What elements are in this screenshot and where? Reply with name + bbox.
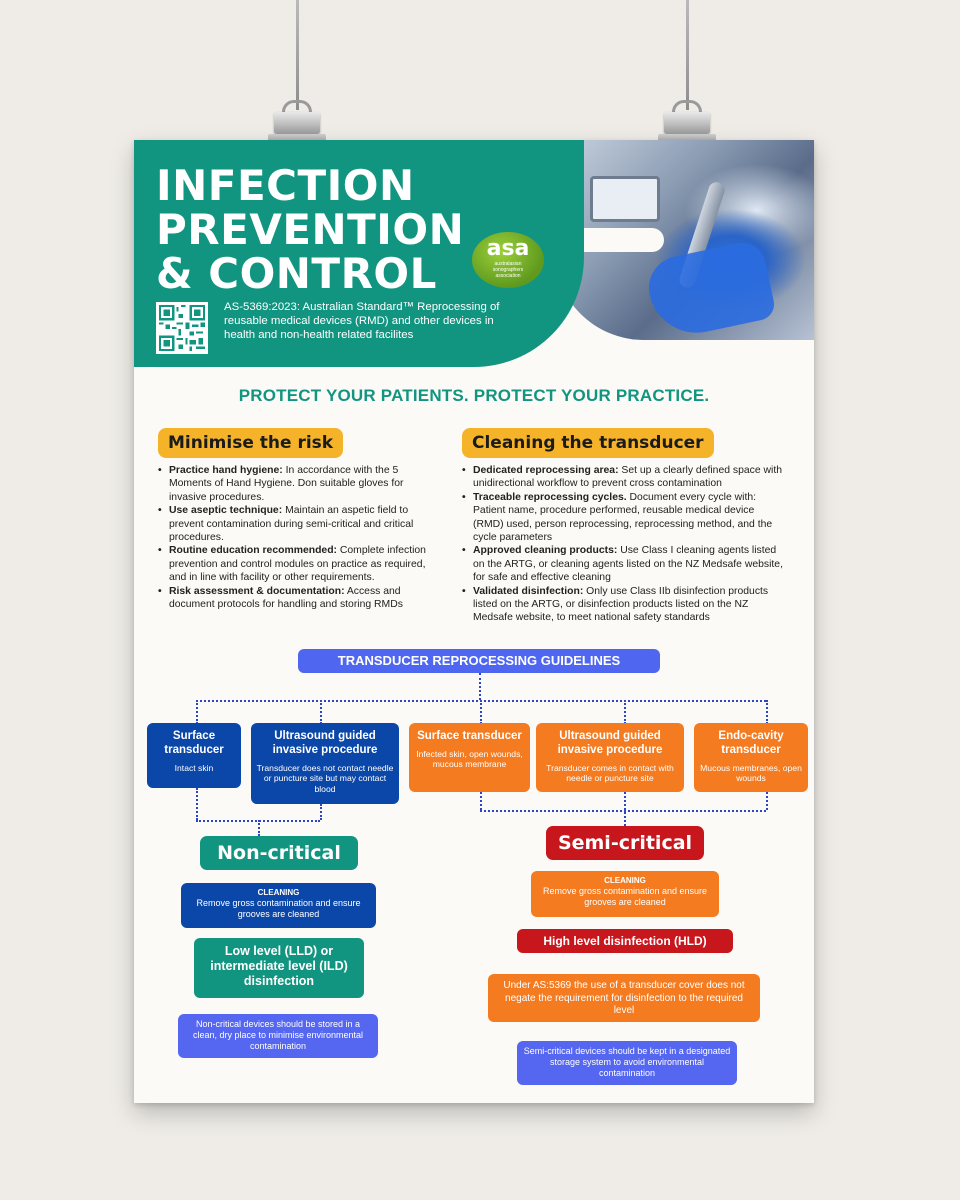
title-line: INFECTION (156, 161, 415, 210)
nc-guided-procedure-box: Ultrasound guided invasive procedure Transducer does not contact needle or puncture site but may contact blood (251, 723, 399, 804)
list-item: • Traceable reprocessing cycles. Document every cycle with: Patient name, procedure performed, reusable medical device (RMD) used, person reprocessing, reprocessing method, and the cycle parameters (462, 491, 784, 545)
connector (766, 700, 768, 724)
hanging-wire-left (296, 0, 299, 110)
cleaning-transducer-heading: Cleaning the transducer (462, 428, 714, 458)
sc-guided-procedure-box: Ultrasound guided invasive procedure Transducer comes in contact with needle or puncture site (536, 723, 684, 792)
poster-header (134, 140, 814, 367)
connector (624, 792, 626, 826)
poster (134, 140, 814, 1103)
tagline: PROTECT YOUR PATIENTS. PROTECT YOUR PRACTICE. (238, 386, 710, 405)
sc-surface-transducer-box: Surface transducer Infected skin, open wounds, mucous membrane (409, 723, 530, 792)
connector (479, 673, 481, 700)
nc-disinfection-box: Low level (LLD) or intermediate level (ILD) disinfection (194, 938, 364, 998)
title-line: PREVENTION (156, 205, 465, 254)
connector (258, 820, 260, 836)
hanging-wire-right (686, 0, 689, 110)
connector (766, 792, 768, 810)
list-item: • Routine education recommended: Complete infection prevention and control modules on practice as required, and in line with facility or other requirements. (158, 544, 436, 584)
connector (480, 792, 482, 810)
list-item: • Dedicated reprocessing area: Set up a clearly defined space with unidirectional workflow to prevent cross contamination (462, 464, 784, 491)
minimise-risk-heading: Minimise the risk (158, 428, 343, 458)
title-line: & CONTROL (156, 249, 437, 298)
nc-storage-box: Non-critical devices should be stored in a clean, dry place to minimise environmental contamination (178, 1014, 378, 1058)
list-item: • Use aseptic technique: Maintain an aspetic field to prevent contamination during semi-critical and critical procedures. (158, 504, 436, 544)
sc-endocavity-box: Endo-cavity transducer Mucous membranes, open wounds (694, 723, 808, 792)
connector (480, 810, 766, 812)
minimise-risk-list (158, 464, 436, 611)
flowchart-title: TRANSDUCER REPROCESSING GUIDELINES (298, 649, 660, 673)
standard-reference: AS-5369:2023: Australian Standard™ Reprocessing of reusable medical devices (RMD) and other devices in health and non-health related facilites (224, 301, 500, 341)
page-title (156, 161, 465, 298)
list-item: • Validated disinfection: Only use Class IIb disinfection products listed on the ARTG, or disinfection products listed on the NZ Medsafe website, to meet national safety standards (462, 585, 784, 625)
list-item: • Risk assessment & documentation: Access and document protocols for handling and storing RMDs (158, 585, 436, 612)
list-item: • Approved cleaning products: Use Class I cleaning agents listed on the ARTG, or cleaning agents listed on the NZ Medsafe website, for safe and effective cleaning (462, 544, 784, 584)
non-critical-label: Non-critical (200, 836, 358, 870)
qr-code-icon[interactable] (156, 302, 208, 354)
connector (624, 700, 626, 724)
sc-cover-note-box: Under AS:5369 the use of a transducer cover does not negate the requirement for disinfection to the required level (488, 974, 760, 1022)
sc-disinfection-box: High level disinfection (HLD) (517, 929, 733, 953)
connector (320, 804, 322, 820)
cleaning-transducer-list (462, 464, 784, 625)
nc-cleaning-box: CLEANING Remove gross contamination and ensure grooves are cleaned (181, 883, 376, 928)
sc-cleaning-box: CLEANING Remove gross contamination and ensure grooves are cleaned (531, 871, 719, 917)
connector (480, 700, 482, 724)
list-item: • Practice hand hygiene: In accordance with the 5 Moments of Hand Hygiene. Don suitable gloves for invasive procedures. (158, 464, 436, 504)
ultrasound-photo (554, 140, 814, 340)
nc-surface-transducer-box: Surface transducer Intact skin (147, 723, 241, 788)
connector (196, 700, 198, 724)
connector (196, 788, 198, 820)
asa-logo: asa australasian sonographers association (472, 232, 544, 288)
semi-critical-label: Semi-critical (546, 826, 704, 860)
sc-storage-box: Semi-critical devices should be kept in a designated storage system to avoid environmental contamination (517, 1041, 737, 1085)
connector (320, 700, 322, 724)
